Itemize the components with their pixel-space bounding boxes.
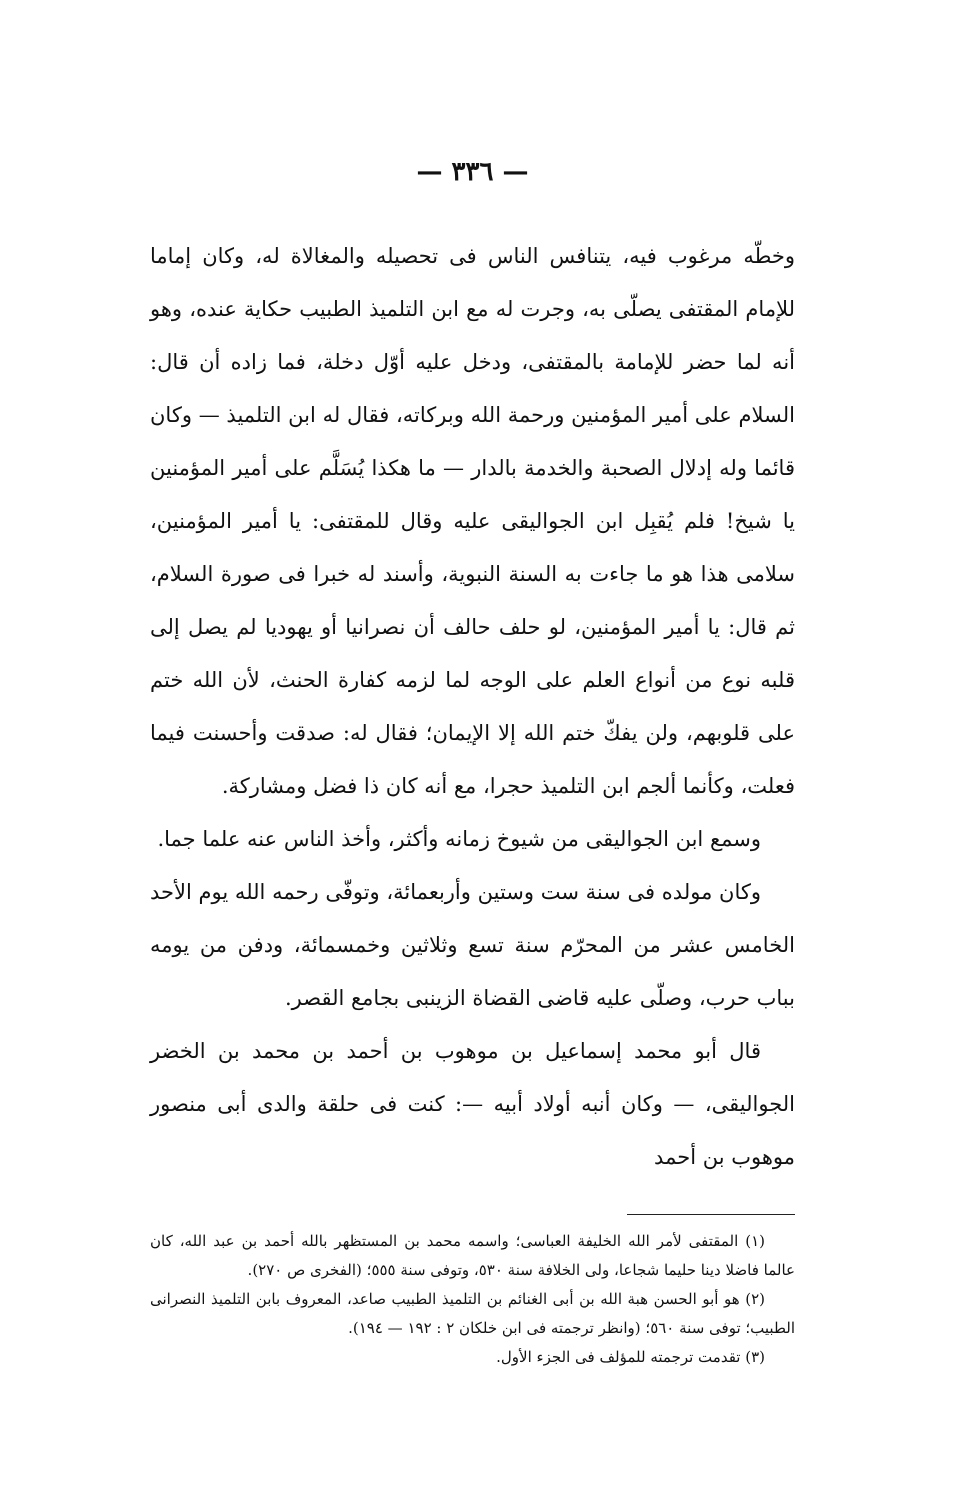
paragraph-teachers: وسمع ابن الجواليقى من شيوخ زمانه وأكثر، وأخذ الناس عنه علما جما. <box>157 827 761 851</box>
paragraph-anecdote: وخطّه مرغوب فيه، يتنافس الناس فى تحصيله والمغالاة له، وكان إماما للإمام المقتفى يصلّى به، وجرت له مع ابن التلميذ الطبيب حكاية عنده، وهو أنه لما حضر للإمامة بالمقتفى، ودخل عليه أوّل دخلة، فما زاده أن قال: السلام على أمير المؤمنين ورحمة الله وبركاته، فقال له ابن التلميذ — وكان قائما وله إدلال الصحبة والخدمة بالدار — ما هكذا يُسَلَّم على أمير المؤمنين يا شيخ! فلم يُقبِل ابن الجواليقى عليه وقال للمقتفى: يا أمير المؤمنين، سلامى هذا هو ما جاءت به السنة النبوية، وأسند له خبرا فى صورة السلام، ثم قال: يا أمير المؤمنين، لو حلف حالف أن نصرانيا أو يهوديا لم يصل إلى قلبه نوع من أنواع العلم على الوجه لما لزمه كفارة الحنث، لأن الله ختم على قلوبهم، ولن يفكّ ختم الله إلا الإيمان؛ فقال له: صدقت وأحسنت فيما فعلت، وكأنما ألجم ابن التلميذ حجرا، مع أنه كان ذا فضل ومشاركة. <box>150 244 795 798</box>
paragraph-son-quote: قال أبو محمد إسماعيل بن موهوب بن أحمد بن محمد بن الخضر الجواليقى، — وكان أنبه أولاد أبيه —: كنت فى حلقة والدى أبى منصور موهوب بن أحمد <box>150 1039 795 1169</box>
paragraph-birth-death: وكان مولده فى سنة ست وستين وأربعمائة، وتوفّى رحمه الله يوم الأحد الخامس عشر من المحرّم سنة تسع وثلاثين وخمسمائة، ودفن من يومه بباب حرب، وصلّى عليه قاضى القضاة الزينبى بجامع القصر. <box>150 880 795 1010</box>
main-text <box>150 230 795 1184</box>
footnote-3: (٣) تقدمت ترجمته للمؤلف فى الجزء الأول. <box>496 1348 765 1366</box>
book-page <box>150 150 795 1372</box>
page-number: — ٣٣٦ — <box>416 157 529 187</box>
footnote-2: (٢) هو أبو الحسن هبة الله بن أبى الغنائم بن التلميذ الطبيب صاعد، المعروف بابن التلميذ النصرانى الطبيب؛ توفى سنة ٥٦٠؛ (وانظر ترجمته فى ابن خلكان ٢ : ١٩٢ — ١٩٤). <box>150 1290 795 1337</box>
footnote-1: (١) المقتفى لأمر الله الخليفة العباسى؛ واسمه محمد بن المستظهر بالله أحمد بن عبد الله، كان عالما فاضلا دينا حليما شجاعا، ولى الخلافة سنة ٥٣٠، وتوفى سنة ٥٥٥؛ (الفخرى ص ٢٧٠). <box>150 1232 795 1279</box>
footnote-divider <box>627 1214 795 1215</box>
footnotes <box>150 1227 795 1372</box>
